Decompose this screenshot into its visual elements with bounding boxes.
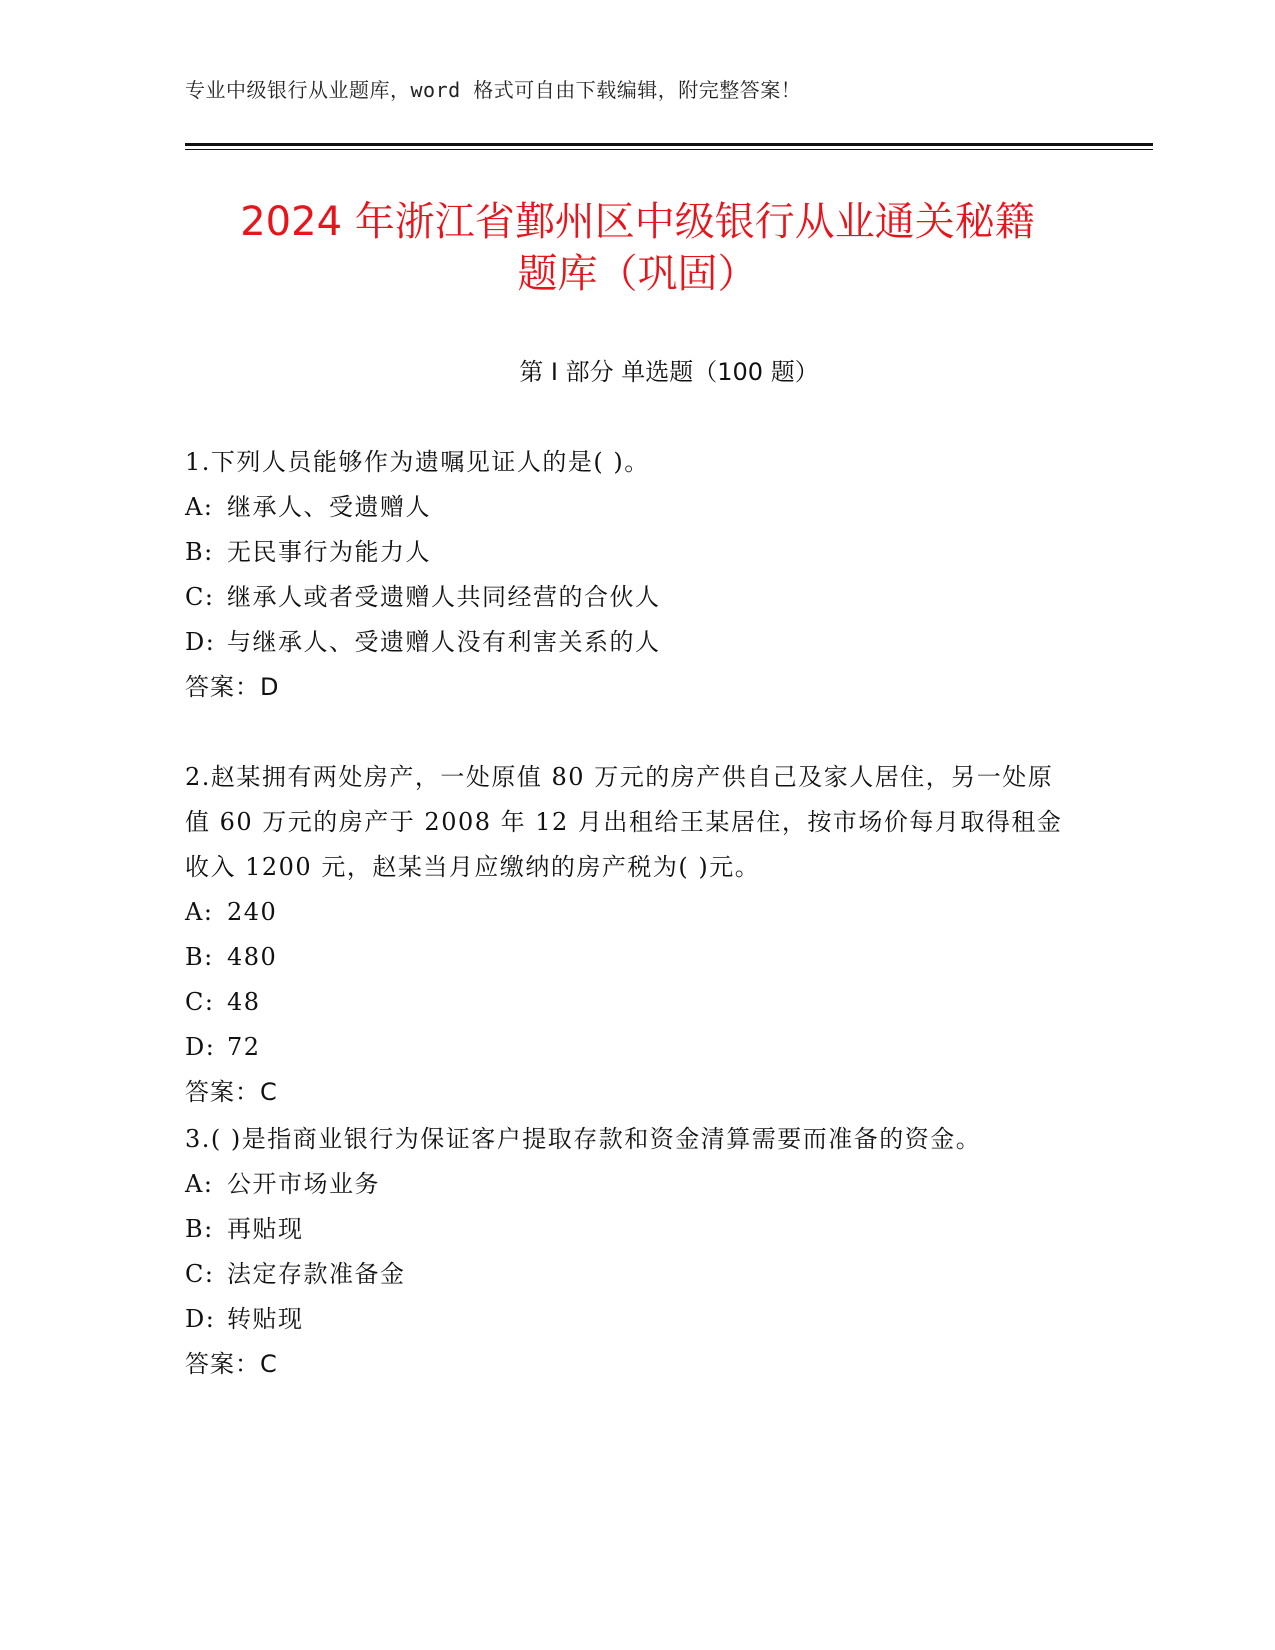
option-b [185,530,1065,575]
option-key: B: [185,943,214,971]
option-a [185,1162,1065,1207]
option-text: 公开市场业务 [227,1170,380,1198]
header-rule-thin [185,149,1153,150]
option-a [185,890,1065,935]
option-key: B: [185,1215,214,1243]
option-text: 继承人或者受遗赠人共同经营的合伙人 [227,583,661,611]
option-b [185,1207,1065,1252]
option-key: A: [185,1170,214,1198]
option-c [185,980,1065,1025]
document-title [150,196,1125,300]
document-title-line2: 题库（巩固） [517,251,758,297]
option-text: 48 [227,988,261,1016]
question-2 [185,755,1065,1115]
option-key: C: [185,988,215,1016]
option-d [185,1025,1065,1070]
option-key: D: [185,628,216,656]
option-key: C: [185,583,215,611]
option-key: A: [185,493,214,521]
answer: 答案：C [185,1078,278,1106]
option-text: 法定存款准备金 [227,1260,406,1288]
option-text: 继承人、受遗赠人 [227,493,431,521]
option-key: D: [185,1033,216,1061]
option-text: 72 [227,1033,261,1061]
option-text: 无民事行为能力人 [227,538,431,566]
option-text: 转贴现 [227,1305,304,1333]
answer: 答案：C [185,1350,278,1378]
option-d [185,620,1065,665]
option-c [185,575,1065,620]
option-text: 与继承人、受遗赠人没有利害关系的人 [227,628,661,656]
section-title: 第 I 部分 单选题（100 题） [519,358,819,386]
option-a [185,485,1065,530]
option-c [185,1252,1065,1297]
question-3 [185,1117,1065,1387]
option-text: 再贴现 [227,1215,304,1243]
option-b [185,935,1065,980]
option-key: D: [185,1305,216,1333]
header-note: 专业中级银行从业题库，word 格式可自由下载编辑，附完整答案！ [185,78,802,102]
question-stem: 2.赵某拥有两处房产，一处原值 80 万元的房产供自己及家人居住，另一处原值 60 万元的房产于 2008 年 12 月出租给王某居住，按市场价每月取得租金收入 1200 元，赵某当月应缴纳的房产税为( )元。 [185,763,1063,881]
option-d [185,1297,1065,1342]
option-key: A: [185,898,214,926]
question-stem: 3.( )是指商业银行为保证客户提取存款和资金清算需要而准备的资金。 [185,1125,982,1153]
option-text: 480 [227,943,278,971]
option-text: 240 [227,898,278,926]
document-title-line1: 2024 年浙江省鄞州区中级银行从业通关秘籍 [240,199,1035,245]
question-1 [185,440,1065,710]
option-key: C: [185,1260,215,1288]
header-rule-thick [185,143,1153,146]
answer: 答案：D [185,673,280,701]
question-stem: 1.下列人员能够作为遗嘱见证人的是( )。 [185,448,650,476]
option-key: B: [185,538,214,566]
